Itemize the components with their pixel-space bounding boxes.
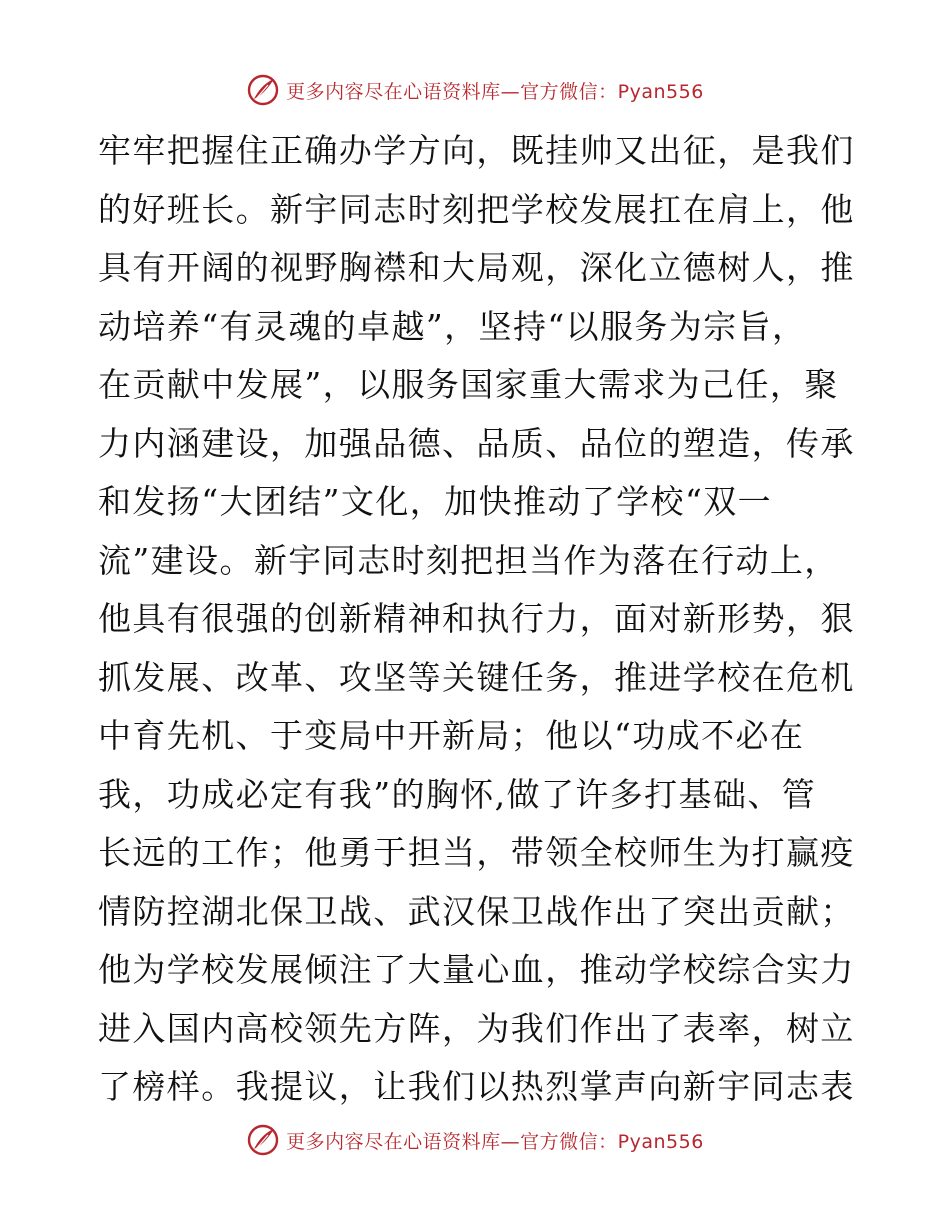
body-text-line: 牢牢把握住正确办学方向，既挂帅又出征，是我们: [98, 131, 855, 170]
body-text-line: 的好班长。新宇同志时刻把学校发展扛在肩上，他: [98, 189, 855, 229]
body-text-line: 流”建设。新宇同志时刻把担当作为落在行动上，: [98, 540, 839, 580]
footer-banner: [0, 1120, 950, 1160]
body-text-line: 我，功成必定有我”的胸怀,做了许多打基础、管: [98, 774, 817, 814]
body-text-line: 他为学校发展倾注了大量心血，推动学校综合实力: [98, 950, 855, 989]
body-text-line: 具有开阔的视野胸襟和大局观，深化立德树人，推: [98, 248, 855, 287]
body-text-line: 在贡献中发展”，以服务国家重大需求为己任，聚: [98, 365, 839, 404]
body-text-line: 力内涵建设，加强品德、品质、品位的塑造，传承: [98, 423, 855, 463]
footer-banner-text: 更多内容尽在心语资料库—官方微信：Pyan556: [286, 1130, 704, 1153]
body-text-line: 中育先机、于变局中开新局；他以“功成不必在: [98, 716, 805, 755]
body-text-line: 和发扬“大团结”文化，加快推动了学校“双一: [98, 482, 773, 521]
body-text-line: 长远的工作；他勇于担当，带领全校师生为打赢疫: [98, 833, 855, 872]
body-text-line: 进入国内高校领先方阵，为我们作出了表率，树立: [98, 1008, 855, 1048]
feather-logo-icon: [246, 1123, 280, 1157]
header-banner-text: 更多内容尽在心语资料库—官方微信：Pyan556: [286, 80, 704, 103]
body-text-line: 了榜样。我提议，让我们以热烈掌声向新宇同志表: [98, 1067, 855, 1106]
body-text-line: 他具有很强的创新精神和执行力，面对新形势，狠: [98, 599, 855, 638]
document-body: [98, 122, 858, 1117]
body-text-line: 情防控湖北保卫战、武汉保卫战作出了突出贡献；: [98, 891, 855, 931]
body-text-line: 动培养“有灵魂的卓越”，坚持“以服务为宗旨，: [98, 306, 807, 346]
feather-logo-icon: [246, 73, 280, 107]
body-text-line: 抓发展、改革、攻坚等关键任务，推进学校在危机: [98, 657, 855, 697]
header-banner: [0, 70, 950, 110]
